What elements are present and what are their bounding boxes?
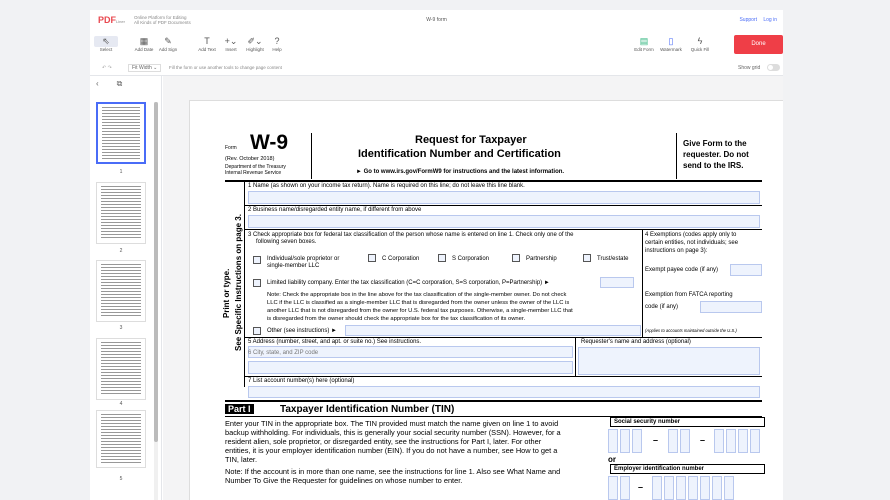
thumbnail-content — [101, 186, 141, 240]
note-line-2: LLC if the LLC is classified as a single-member LLC that is disregarded from the owner unless the owner of the LLC is — [267, 300, 570, 306]
ein-digit-input[interactable] — [712, 476, 722, 500]
ssn-label: Social security number — [610, 417, 765, 427]
page-thumbnail[interactable] — [96, 260, 146, 322]
ein-digit-input[interactable] — [620, 476, 630, 500]
page-thumbnail[interactable] — [96, 338, 146, 400]
title-line-1: Request for Taxpayer — [415, 134, 527, 146]
done-button[interactable]: Done — [734, 35, 783, 54]
account-number-input[interactable] — [248, 386, 760, 398]
line-7-label: 7 List account number(s) here (optional) — [248, 378, 355, 384]
header-divider-right — [676, 133, 677, 179]
or-label: or — [608, 455, 616, 464]
ssn-digit-input[interactable] — [632, 429, 642, 453]
undo-redo-icon[interactable]: ↶ ↷ — [102, 65, 112, 71]
individual-label-2: single-member LLC — [267, 263, 320, 269]
tin-text-4: entities, it is your employer identification number (EIN). If you do not have a number, see How to get a — [225, 446, 558, 455]
give-form-3: send to the IRS. — [683, 161, 744, 170]
partnership-label: Partnership — [526, 256, 557, 262]
rule — [245, 229, 762, 230]
ein-digit-input[interactable] — [676, 476, 686, 500]
line-5-label: 5 Address (number, street, and apt. or suite no.) See instructions. — [248, 339, 422, 345]
ssn-digit-input[interactable] — [620, 429, 630, 453]
llc-classification-input[interactable] — [600, 277, 634, 288]
other-input[interactable] — [345, 325, 641, 336]
ssn-digit-input[interactable] — [750, 429, 760, 453]
ssn-dash: – — [700, 435, 706, 445]
note-line-3: another LLC that is not disregarded from the owner for U.S. federal tax purposes. Otherwise, a single-member LLC that — [267, 308, 573, 314]
requester-input[interactable] — [578, 347, 760, 375]
ein-label: Employer identification number — [610, 464, 765, 474]
page-thumbnail[interactable] — [96, 182, 146, 244]
page-thumbnail[interactable] — [96, 410, 146, 468]
sidebar-tools — [96, 79, 140, 89]
scrollbar-thumb[interactable] — [154, 102, 158, 442]
requester-label: Requester's name and address (optional) — [581, 339, 691, 345]
part-label: Part I — [225, 404, 254, 414]
ein-dash: – — [638, 482, 644, 492]
help-tool[interactable] — [265, 36, 289, 52]
header-rule — [225, 180, 762, 182]
department-1: Department of the Treasury — [225, 164, 286, 170]
fatca-input[interactable] — [700, 301, 762, 313]
c-corp-label: C Corporation — [382, 256, 420, 262]
ssn-digit-input[interactable] — [608, 429, 618, 453]
s-corp-label: S Corporation — [452, 256, 490, 262]
rule — [225, 400, 762, 402]
ein-digit-input[interactable] — [664, 476, 674, 500]
insert-tool[interactable] — [219, 36, 243, 52]
add-sign-label: Add Sign — [158, 47, 178, 52]
quick-fill-tool[interactable] — [688, 36, 712, 52]
exempt-payee-input[interactable] — [730, 264, 762, 276]
form-label: Form — [225, 145, 237, 151]
exemptions-2: certain entities, not individuals; see — [645, 240, 739, 246]
ssn-digit-input[interactable] — [680, 429, 690, 453]
exemptions-divider — [642, 229, 643, 337]
individual-checkbox[interactable] — [253, 256, 261, 264]
line-3-label: 3 Check appropriate box for federal tax classification of the person whose name is entered on line 1. Check only one of the — [248, 232, 574, 238]
watermark-icon: ▯ — [668, 36, 674, 46]
thumbnail-content — [101, 342, 141, 396]
tin-note-2: Number To Give the Requester for guidelines on whose number to enter. — [225, 476, 463, 485]
revision: (Rev. October 2018) — [225, 156, 275, 162]
calendar-icon: ▦ — [139, 36, 149, 46]
select-tool[interactable] — [94, 36, 118, 52]
app-window — [90, 10, 783, 500]
ein-digit-input[interactable] — [688, 476, 698, 500]
highlight-label: Highlight — [246, 47, 264, 52]
rule — [245, 376, 762, 377]
see-instructions-label: See Specific Instructions on page 3. — [234, 214, 243, 351]
note-line-1: Note: Check the appropriate box in the line above for the tax classification of the single-member owner. Do not check — [267, 292, 567, 298]
line-3-label-cont: following seven boxes. — [256, 239, 317, 245]
page-number: 2 — [119, 248, 123, 254]
pen-icon: ✎ — [164, 36, 172, 46]
page-number: 1 — [119, 169, 123, 175]
city-input[interactable] — [248, 361, 573, 374]
other-checkbox[interactable] — [253, 327, 261, 335]
ssn-dash: – — [653, 435, 659, 445]
title-line-2: Identification Number and Certification — [358, 148, 561, 160]
show-grid-toggle[interactable] — [767, 64, 780, 71]
other-label: Other (see instructions) ► — [267, 328, 337, 334]
tin-text-5: TIN, later. — [225, 455, 258, 464]
name-input[interactable] — [248, 191, 760, 204]
give-form-2: requester. Do not — [683, 150, 749, 159]
tagline-line-2: All Kinds of PDF Documents — [134, 20, 191, 25]
highlighter-icon: ✐⌄ — [247, 36, 263, 46]
requester-divider — [575, 337, 576, 377]
give-form-1: Give Form to the — [683, 139, 747, 148]
thumbnail-sidebar — [90, 76, 162, 500]
insert-label: Insert — [225, 47, 237, 52]
edit-form-label: Edit Form — [634, 47, 654, 52]
partnership-checkbox[interactable] — [512, 254, 520, 262]
top-bar — [90, 10, 783, 30]
help-icon: ? — [274, 36, 280, 46]
ssn-digit-input[interactable] — [668, 429, 678, 453]
tin-text-2: backup withholding. For individuals, this is generally your social security number (SSN). However, for a — [225, 428, 561, 437]
logo-sub: Liner — [116, 19, 125, 24]
line-1-label: 1 Name (as shown on your income tax return). Name is required on this line; do not leave this line blank. — [248, 183, 525, 189]
llc-checkbox[interactable] — [253, 279, 261, 287]
back-icon[interactable]: ‹ — [96, 79, 99, 88]
form-icon: ▤ — [639, 36, 649, 46]
add-date-label: Add Date — [134, 47, 154, 52]
s-corp-checkbox[interactable] — [438, 254, 446, 262]
watermark-tool[interactable] — [659, 36, 683, 52]
exemptions-1: 4 Exemptions (codes apply only to — [645, 232, 737, 238]
individual-label: Individual/sole proprietor or — [267, 256, 340, 262]
page-number: 4 — [119, 401, 123, 407]
rule — [245, 337, 762, 338]
help-label: Help — [272, 47, 282, 52]
watermark-label: Watermark — [660, 47, 682, 52]
tin-text-3: resident alien, sole proprietor, or disregarded entity, see the instructions for Part I, later. For other — [225, 437, 542, 446]
tin-note-1: Note: If the account is in more than one name, see the instructions for line 1. Also see What Name and — [225, 467, 561, 476]
fit-width-label: Fit Width — [132, 65, 152, 71]
form-name: W-9 — [250, 131, 289, 154]
add-sign-tool[interactable] — [156, 36, 180, 52]
header-divider — [311, 133, 312, 179]
goto-line: ► Go to www.irs.gov/FormW9 for instructions and the latest information. — [356, 169, 565, 175]
fatca-label-1: Exemption from FATCA reporting — [645, 292, 733, 298]
exempt-payee-label: Exempt payee code (if any) — [645, 267, 719, 273]
login-link[interactable]: Log in — [763, 17, 777, 23]
note-line-4: is disregarded from the owner should check the appropriate box for the tax classification of its owner. — [267, 316, 526, 322]
tagline-line-1: Online Platform for Editing — [134, 15, 187, 20]
add-text-tool[interactable] — [195, 36, 219, 52]
ein-digit-input[interactable] — [724, 476, 734, 500]
edit-form-tool[interactable] — [632, 36, 656, 52]
department-2: Internal Revenue Service — [225, 170, 282, 176]
ein-digit-input[interactable] — [608, 476, 618, 500]
pages-icon[interactable]: ⧉ — [116, 79, 123, 88]
show-grid-label: Show grid — [738, 65, 761, 71]
document-canvas — [163, 76, 783, 500]
thumbnail-content — [102, 107, 140, 159]
quick-fill-label: Quick Fill — [690, 47, 710, 52]
ssn-digit-input[interactable] — [714, 429, 724, 453]
business-name-input[interactable] — [248, 215, 760, 228]
add-text-label: Add Text — [198, 47, 216, 52]
support-link[interactable]: Support — [739, 17, 757, 23]
llc-label: Limited liability company. Enter the tax classification (C=C corporation, S=S corporation, P=Partnership) ► — [267, 280, 550, 286]
thumbnail-content — [101, 414, 141, 464]
fatca-label-2: code (if any) — [645, 304, 679, 310]
page-number: 3 — [119, 325, 123, 331]
text-icon: T — [204, 36, 210, 46]
hint-text: Fill the form or use another tools to change page content — [169, 65, 282, 70]
exemptions-3: instructions on page 3): — [645, 248, 708, 254]
cursor-icon: ⇖ — [94, 36, 118, 47]
sub-toolbar — [90, 62, 783, 74]
thumbnail-content — [101, 264, 141, 318]
pdf-page — [189, 100, 783, 500]
print-or-type-label: Print or type. — [222, 268, 231, 318]
page-thumbnail[interactable] — [96, 102, 146, 164]
line-6-label: 6 City, state, and ZIP code — [248, 350, 319, 356]
line-2-label: 2 Business name/disregarded entity name, if different from above — [248, 207, 422, 213]
trust-label: Trust/estate — [597, 256, 629, 262]
trust-checkbox[interactable] — [583, 254, 591, 262]
applies-note: (Applies to accounts maintained outside the U.S.) — [645, 328, 737, 333]
document-title: W-9 form — [426, 17, 447, 23]
side-rule — [244, 181, 245, 387]
ein-digit-input[interactable] — [700, 476, 710, 500]
ssn-digit-input[interactable] — [738, 429, 748, 453]
sidebar-scrollbar[interactable] — [154, 102, 158, 500]
top-links — [734, 17, 777, 23]
highlight-tool[interactable] — [243, 36, 267, 52]
c-corp-checkbox[interactable] — [368, 254, 376, 262]
plus-icon: +⌄ — [224, 36, 238, 46]
rule — [245, 205, 762, 206]
part-title: Taxpayer Identification Number (TIN) — [280, 404, 455, 415]
lightning-icon: ϟ — [697, 36, 703, 46]
add-date-tool[interactable] — [132, 36, 156, 52]
logo-text: PDF — [98, 15, 116, 25]
page-number: 5 — [119, 476, 123, 482]
tin-text-1: Enter your TIN in the appropriate box. The TIN provided must match the name given on line 1 to avoid — [225, 419, 559, 428]
ein-digit-input[interactable] — [652, 476, 662, 500]
fit-width-select[interactable]: Fit Width ⌄ — [128, 64, 161, 72]
ssn-digit-input[interactable] — [726, 429, 736, 453]
select-label: Select — [99, 47, 113, 52]
